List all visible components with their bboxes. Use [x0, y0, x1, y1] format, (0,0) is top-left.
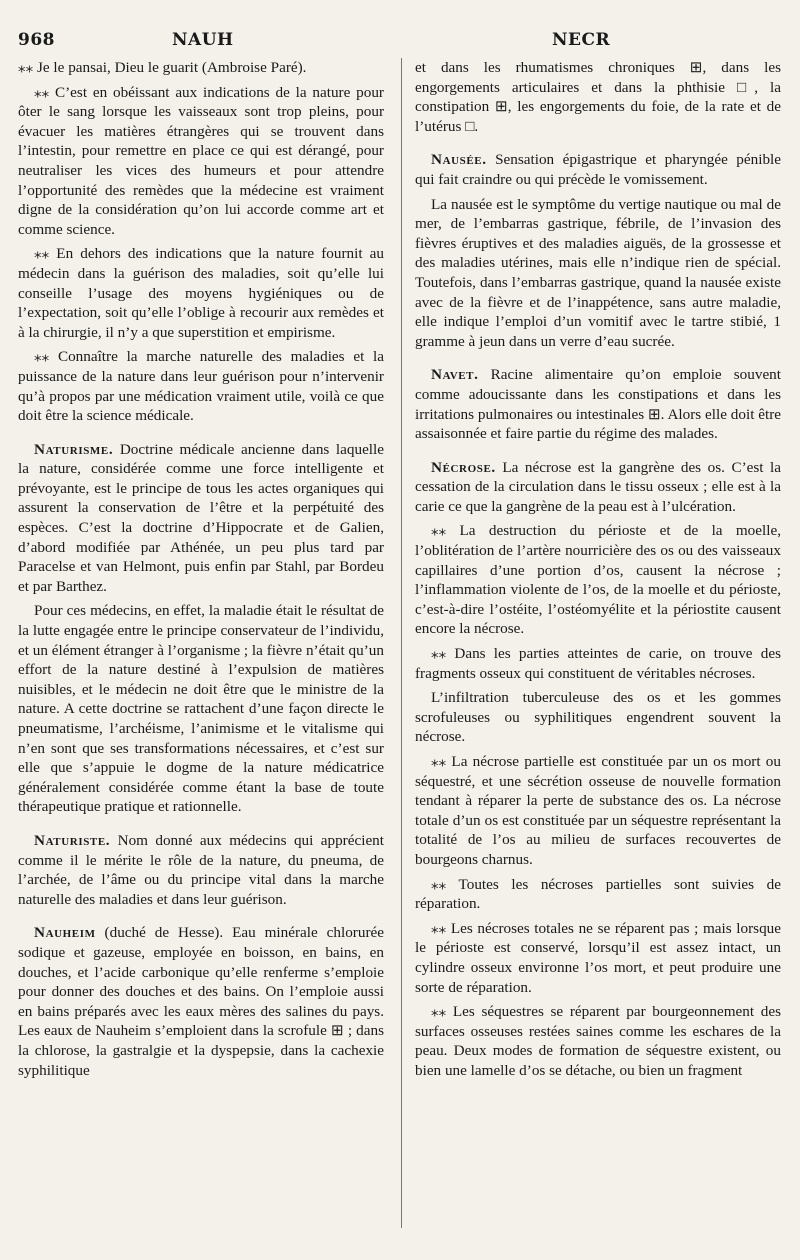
entry-text: Sensation épigastrique et pharyngée pénible qui fait craindre ou qui précède le vomissement.: [415, 151, 781, 188]
entry-text: ⁎⁎ La nécrose partielle est constituée par un os mort ou séquestré, et une sécrétion osseuse de nouvelle formation tendant à réparer la perte de substance des os. La nécrose totale d’un os est constituée par un séquestre représentant la totalité de l’os au milieu de surfaces recouvertes de bourgeons charnus.: [415, 753, 781, 868]
dictionary-entry: [415, 150, 781, 189]
entry-headword: Nécrose.: [431, 458, 496, 476]
paragraph: [415, 58, 781, 136]
paragraph: [415, 752, 781, 870]
paragraph: [18, 83, 384, 240]
entry-text: ⁎⁎ En dehors des indications que la nature fournit au médecin dans la guérison des maladies, soit qu’elle lui conseille l’usage des moyens hygiéniques ou de l’expectation, soit qu’elle l’oblige à recourir aux remèdes et à la chirurgie, il n’y a que superstition et empirisme.: [18, 245, 384, 341]
paragraph: [18, 58, 384, 78]
entry-text: (duché de Hesse). Eau minérale chlorurée sodique et gazeuse, employée en boisson, en bains, en douches, et l’acide carbonique qu’elle renferme s’emploie pour donner des douches et des bains. On l’emploie aussi en bains préparés avec les eaux mères des salines du pays. Les eaux de Nauheim s’emploient dans la scrofule ⊞ ; dans la chlorose, la gastralgie et la dyspepsie, dans la cachexie syphilitique: [18, 924, 384, 1079]
entry-text: La nécrose est la gangrène des os. C’est la cessation de la circulation dans le tissu osseux ; elle est à la carie ce que la gangrène de la peau est à l’ulcération.: [415, 458, 781, 515]
right-column: [415, 58, 781, 1086]
entry-text: et dans les rhumatismes chroniques ⊞, dans les engorgements articulaires et dans la phthisie □, la constipation ⊞, les engorgements du foie, de la rate et de l’utérus □.: [415, 59, 781, 135]
dictionary-entry: [415, 458, 781, 517]
paragraph: [18, 244, 384, 342]
entry-headword: Naturisme.: [34, 440, 114, 458]
entry-text: ⁎⁎ Dans les parties atteintes de carie, on trouve des fragments osseux qui constituent de véritables nécroses.: [415, 645, 781, 682]
left-running-head: NAUH: [172, 30, 234, 50]
entry-text: Doctrine médicale ancienne dans laquelle la nature, considérée comme une force intelligente et prévoyante, est le principe de tous les actes organiques qui assurent la conservation de l’être et la perpétuité des espèces. C’est la doctrine d’Hippocrate et de Galien, d’abord modifiée par Athénée, un peu plus tard par Paracelse et van Helmont, puis enfin par Stahl, par Bordeu et par Barthez.: [18, 440, 384, 595]
paragraph: [415, 521, 781, 639]
paragraph: [18, 601, 384, 817]
paragraph: [415, 688, 781, 747]
column-divider: [401, 58, 402, 1228]
dictionary-entry: [18, 923, 384, 1080]
entry-headword: Nausée.: [431, 151, 487, 169]
entry-headword: Navet.: [431, 366, 479, 384]
dictionary-entry: [18, 831, 384, 909]
entry-text: ⁎⁎ Je le pansai, Dieu le guarit (Ambroise Paré).: [18, 59, 307, 76]
paragraph: [415, 195, 781, 352]
paragraph: [415, 919, 781, 997]
entry-text: ⁎⁎ La destruction du périoste et de la moelle, l’oblitération de l’artère nourricière des os ou des vaisseaux capillaires d’une portion d’os, causent la nécrose ; l’inflammation violente de l’os, de la moelle et du périoste, c’est-à-dire l’ostéite, l’ostéomyélite et la périostite causent encore la nécrose.: [415, 522, 781, 638]
entry-text: ⁎⁎ C’est en obéissant aux indications de la nature pour ôter le sang lorsque les vaisseaux sont trop pleins, pour évacuer les matières étrangères qui se trouvent dans l’intestin, pour remettre en place ce qui est dérangé, pour neutraliser les vices des humeurs et pour attendre l’opportunité des remèdes que la médecine est vraiment digne de la considération qu’on lui accorde comme art et comme science.: [18, 83, 384, 238]
paragraph: [18, 347, 384, 425]
paragraph: [415, 1002, 781, 1080]
left-column: [18, 58, 384, 1085]
entry-text: ⁎⁎ Toutes les nécroses partielles sont suivies de réparation.: [415, 875, 781, 913]
entry-text: L’infiltration tuberculeuse des os et les gommes scrofuleuses ou syphilitiques engendrent souvent la nécrose.: [415, 689, 781, 746]
dictionary-entry: [415, 365, 781, 443]
entry-headword: Nauheim: [34, 924, 96, 942]
paragraph: [415, 644, 781, 683]
entry-text: ⁎⁎ Les nécroses totales ne se réparent pas ; mais lorsque le périoste est conservé, lorsqu’il est assez intact, un cylindre osseux environne l’os mort, et peut produire une sorte de réparation.: [415, 919, 781, 996]
entry-text: ⁎⁎ Connaître la marche naturelle des maladies et la puissance de la nature dans leur guérison pour n’intervenir qu’à propos par une médication vraiment utile, voilà ce que doit être la science médicale.: [18, 348, 384, 425]
entry-text: Pour ces médecins, en effet, la maladie était le résultat de la lutte engagée entre le principe conservateur de l’individu, et un élément étranger à l’organisme ; la fièvre n’était qu’un effort de la nature destiné à l’expulsion de matières nuisibles, et le médecin ne doit être que le ministre de la nature. A cette doctrine se rattachent d’une façon directe le pneumatisme, l’archéisme, l’animisme et le vitalisme qui n’en sont que ses transformations nécessaires, et c’est sur elle que s’appuie le dogme de la nature médicatrice généralement considérée comme étant la base de toute thérapeutique pratique et rationnelle.: [18, 602, 384, 816]
entry-text: Nom donné aux médecins qui apprécient comme il le mérite le rôle de la nature, du pneuma, de l’archée, de l’âme ou du principe vital dans la marche naturelle des maladies et dans leur guérison.: [18, 831, 384, 908]
dictionary-entry: [18, 440, 384, 597]
entry-text: La nausée est le symptôme du vertige nautique ou mal de mer, de l’embarras gastrique, fébrile, de l’invasion des fièvres éruptives et des maladies aiguës, de la grossesse et des maladies utérines, mais elle n’indique rien de spécial. Toutefois, dans l’embarras gastrique, quand la nausée existe avec de la fièvre et de l’inappétence, sans autre maladie, elle indique l’emploi d’un vomitif avec le tartre stibié, 1 gramme à jeun dans un verre d’eau sucrée.: [415, 195, 781, 350]
page-number: 968: [18, 30, 55, 50]
paragraph: [415, 875, 781, 914]
entry-headword: Naturiste.: [34, 831, 111, 849]
right-running-head: NECR: [552, 30, 611, 50]
entry-text: ⁎⁎ Les séquestres se réparent par bourgeonnement des surfaces osseuses restées saines comme les eschares de la peau. Deux modes de formation de séquestre existent, ou bien une lamelle d’os se détache, ou bien un fragment: [415, 1003, 781, 1079]
entry-text: Racine alimentaire qu’on emploie souvent comme adoucissante dans les constipations et dans les irritations pulmonaires ou intestinales ⊞. Alors elle doit être assaisonnée et faire partie du régime des malades.: [415, 366, 781, 443]
